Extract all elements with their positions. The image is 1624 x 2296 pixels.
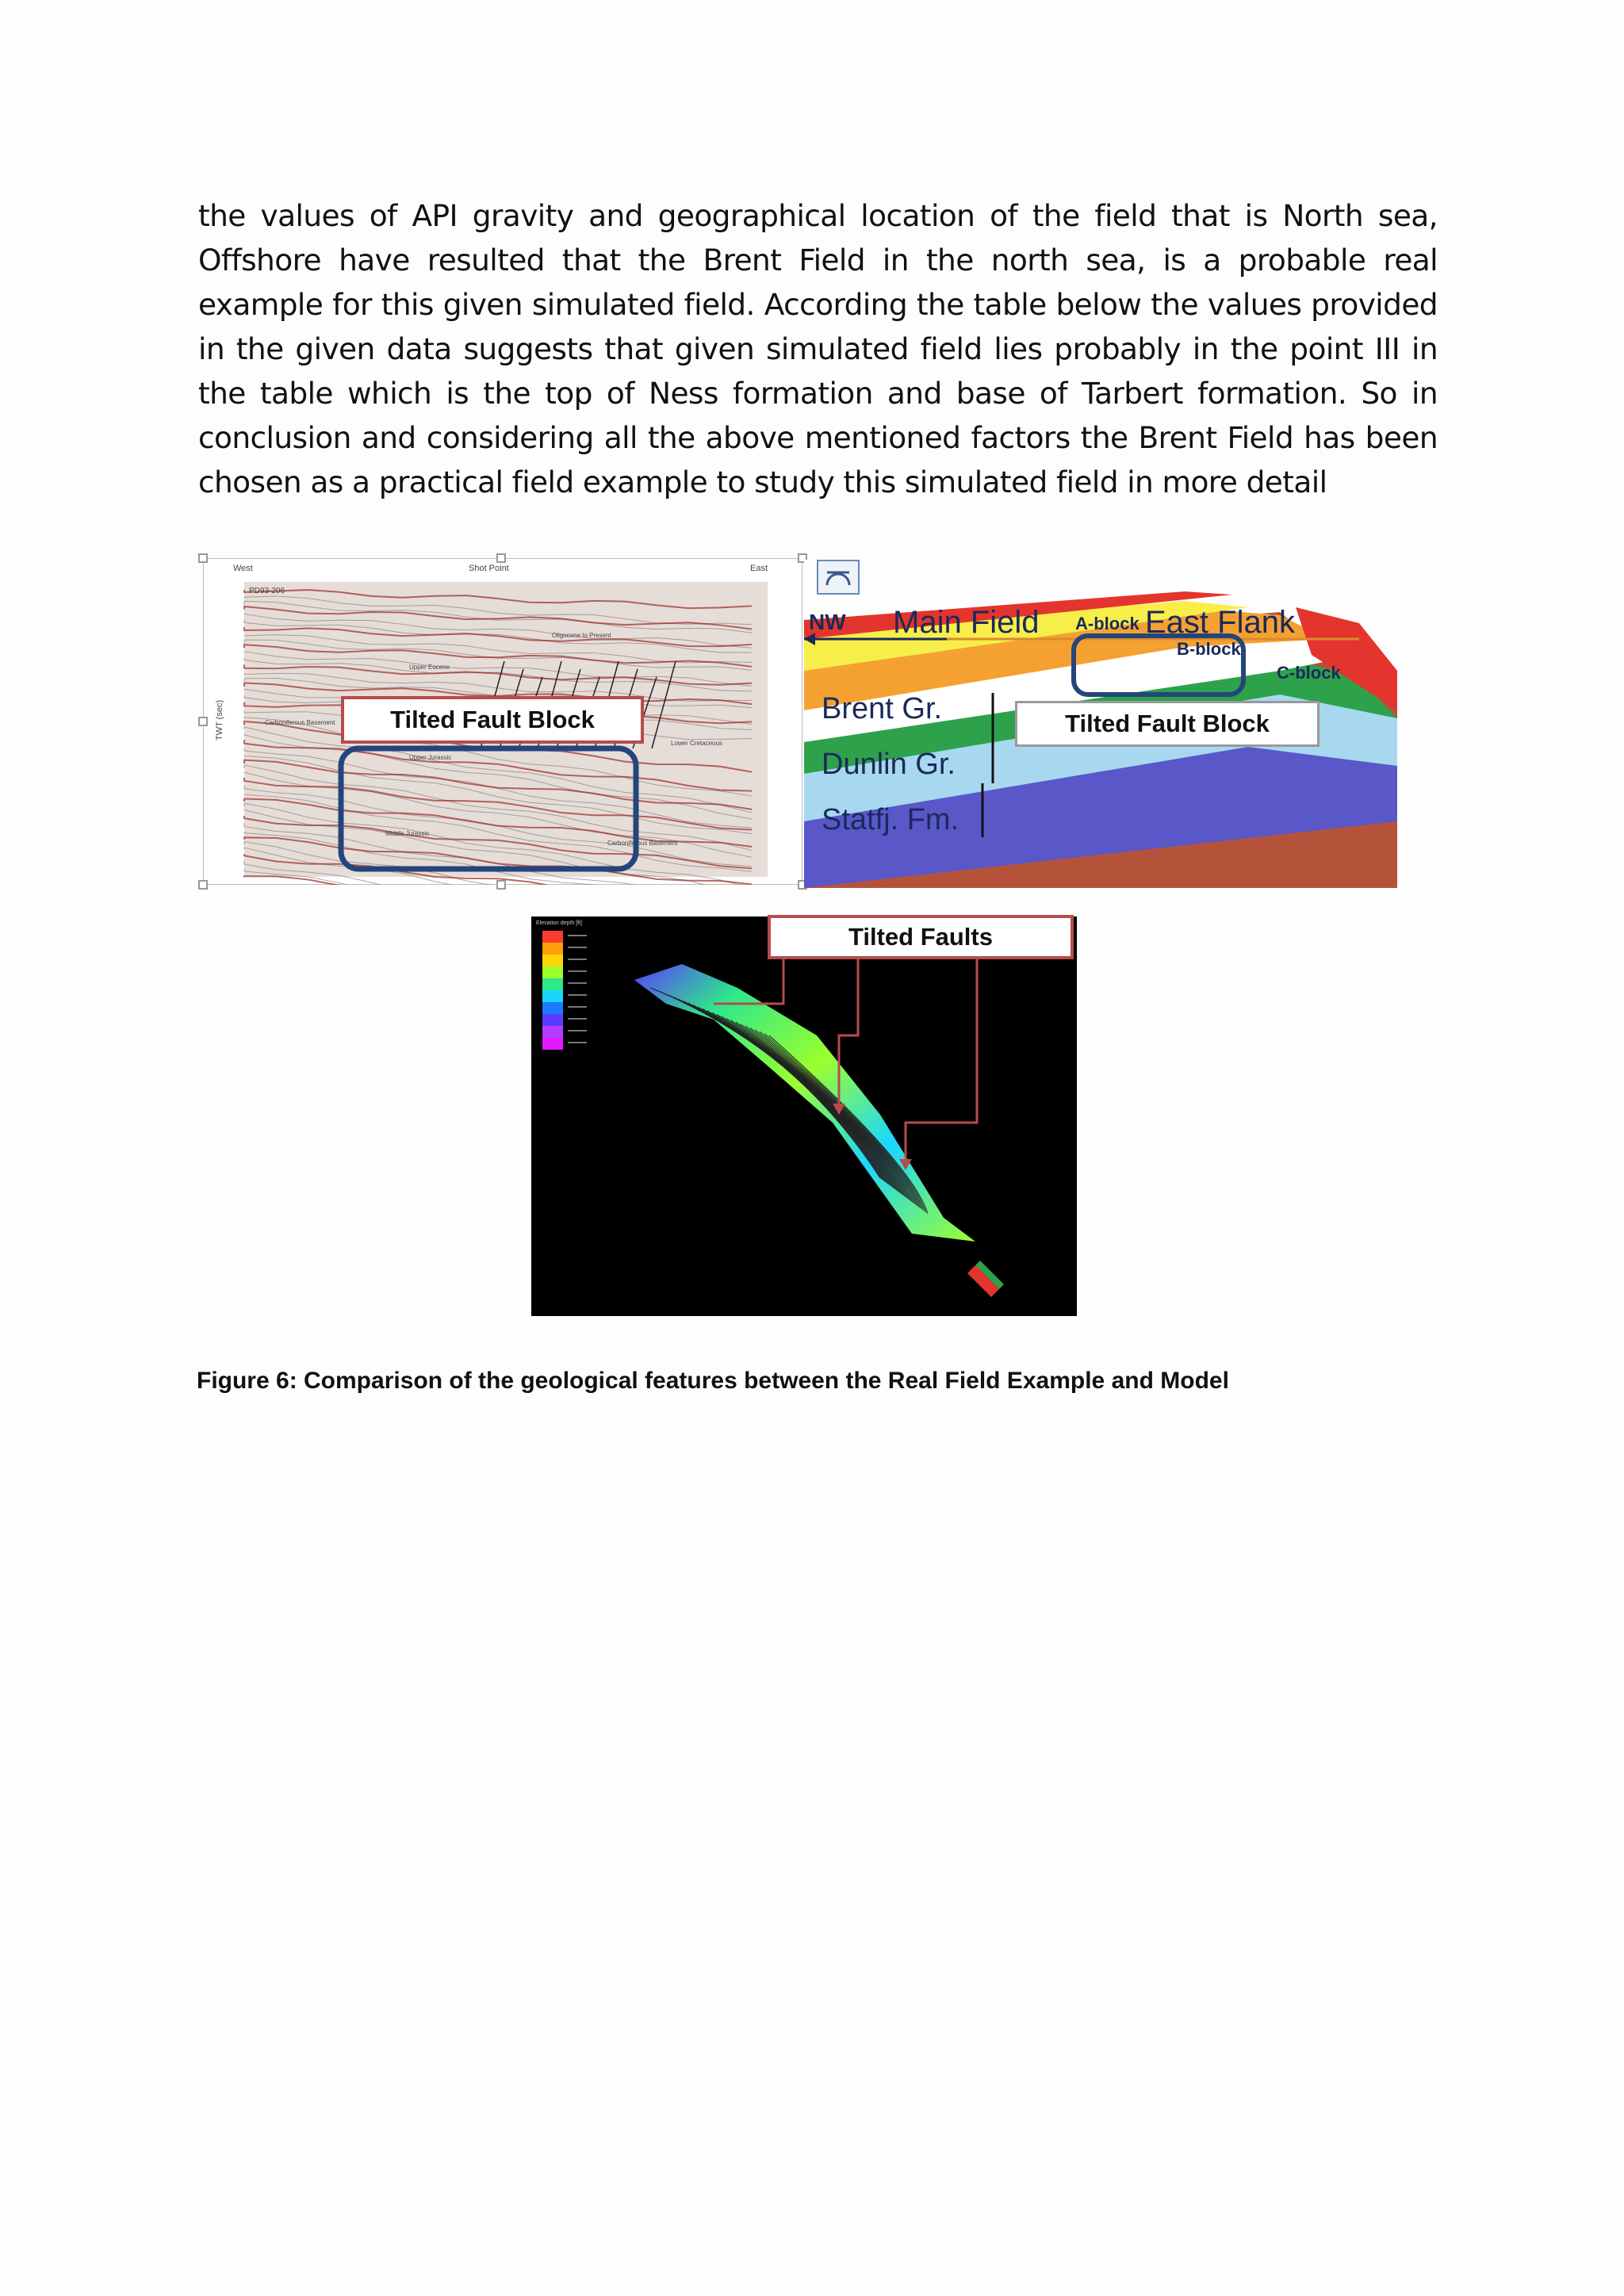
- legend-title: Elevation depth [ft]: [536, 920, 582, 926]
- tilted-faults-label: Tilted Faults: [768, 915, 1074, 959]
- line-id-label: PD93-206: [249, 587, 285, 595]
- cross-section-figure: [804, 560, 1397, 888]
- layout-options-icon[interactable]: [817, 560, 860, 595]
- model-figure: [531, 916, 1077, 1316]
- dunlin-label: Dunlin Gr.: [822, 748, 956, 781]
- brent-label: Brent Gr.: [822, 692, 943, 725]
- a-block-label: A-block: [1075, 614, 1139, 633]
- main-field-label: Main Field: [893, 605, 1040, 640]
- seis-annotation: Upper Jurassic: [409, 754, 452, 761]
- seis-annotation: Middle Jurassic: [385, 830, 430, 837]
- body-paragraph: the values of API gravity and geographical location of the field that is North sea, Offshore have resulted that the Brent Field in the north sea, is a probable real example for this given simulated field. According the table below the values provided in the given data suggests that given simulated field lies probably in the point III in the table which is the top of Ness formation and base of Tarbert formation. So in conclusion and considering all the above mentioned factors the Brent Field has been chosen as a practical field example to study this simulated field in more detail: [198, 198, 1438, 499]
- seis-annotation: Carboniferous Basement: [265, 719, 335, 726]
- nw-label: NW: [809, 610, 846, 634]
- east-flank-label: East Flank: [1145, 605, 1295, 640]
- west-label: West: [233, 564, 253, 573]
- cross-section-fault-block-label: Tilted Fault Block: [1015, 701, 1320, 747]
- figure-caption: Figure 6: Comparison of the geological features between the Real Field Example and Model: [197, 1368, 1229, 1394]
- seismic-section-figure: [203, 558, 802, 885]
- c-block-label: C-block: [1277, 663, 1341, 683]
- seismic-fault-block-label: Tilted Fault Block: [341, 696, 644, 744]
- seis-annotation: Oligocene to Present: [552, 632, 611, 639]
- east-label: East: [750, 564, 768, 573]
- b-block-label: B-block: [1177, 639, 1241, 659]
- twt-axis-label: TWT (sec): [215, 699, 224, 740]
- statfjord-label: Statfj. Fm.: [822, 803, 959, 836]
- seis-annotation: Carboniferous Basement: [607, 840, 678, 847]
- seis-annotation: Upper Eocene: [409, 664, 450, 671]
- seis-annotation: Lower Cretaceous: [671, 740, 722, 747]
- shot-point-label: Shot Point: [469, 564, 509, 573]
